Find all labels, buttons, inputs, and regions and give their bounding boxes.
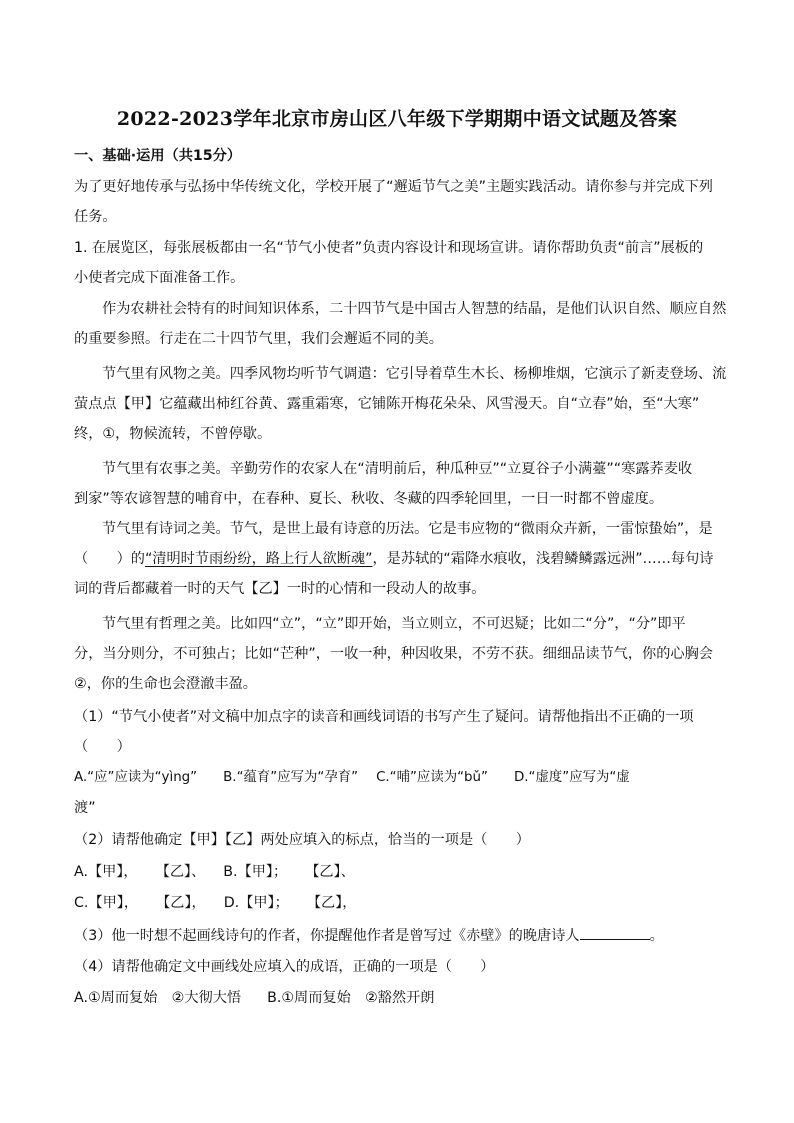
para-1-line-1: 作为农耕社会特有的时间知识体系，二十四节气是中国古人智慧的结晶，是他们认识自然、顺应自然 — [102, 301, 727, 317]
option-c: C.【甲】， — [74, 895, 139, 911]
para-4-line-2-tail: ，是苏轼的“霜降水痕收，浅碧鳞鳞露远洲”……每句诗 — [372, 551, 714, 567]
sub-question-1-paren: （ ） — [74, 739, 131, 755]
option-b: B.【甲】； — [223, 864, 288, 880]
option-b: B.①周而复始 ②豁然开朗 — [267, 990, 435, 1006]
blank-paren: （ ）的 — [74, 551, 145, 567]
para-2-line-3: 终，①，物候流转，不曾停歇。 — [74, 426, 272, 442]
section-heading: 一、基础·运用（共15分） — [74, 148, 242, 164]
para-4-line-1: 节气里有诗词之美。节气，是世上最有诗意的历法。它是韦应物的“微雨众卉新，一雷惊蛰始”，是 — [102, 521, 713, 537]
option-a: A.【甲】， — [74, 864, 138, 880]
option-d: D.“虚度”应写为“虚 — [513, 770, 630, 785]
sub-question-2-options-cd: C.【甲】， 【乙】， D.【甲】； 【乙】， — [74, 895, 357, 911]
para-5-line-3: ②，你的生命也会澄澈丰盈。 — [74, 676, 257, 692]
para-4-line-3: 词的背后都藏着一时的天气【乙】一时的心情和一段动人的故事。 — [74, 581, 486, 597]
para-3-line-2: 到家”等农谚智慧的哺育中，在春种、夏长、秋收、冬藏的四季轮回里，一日一时都不曾虚度。 — [74, 491, 664, 507]
sub-question-3: （3）他一时想不起画线诗句的作者，你提醒他作者是曾写过《赤壁》的晚唐诗人 。 — [74, 925, 664, 946]
option-a: A.“应”应读为“yìng” — [74, 770, 198, 785]
para-2-line-2: 萤点点【甲】它蕴藏出柿红谷黄、露重霜寒，它铺陈开梅花朵朵、风雪漫天。自“立春”始，至“大寒” — [74, 396, 700, 412]
para-4-line-2 — [74, 549, 713, 569]
page-title: 2022-2023学年北京市房山区八年级下学期期中语文试题及答案 — [116, 108, 678, 130]
sub-question-2: （2）请帮他确定【甲】【乙】两处应填入的标点，恰当的一项是（ ） — [74, 832, 530, 848]
answer-blank[interactable] — [580, 925, 650, 940]
option-a: A.①周而复始 ②大彻大悟 — [74, 990, 242, 1006]
option-b: B.“蕴育”应写为“孕育” — [223, 770, 359, 785]
para-5-line-1: 节气里有哲理之美。比如四“立”，“立”即开始，当立则立，不可迟疑；比如二“分”，“分”即平 — [102, 616, 686, 632]
underlined-poem-line: “清明时节雨纷纷，路上行人欲断魂” — [144, 551, 373, 567]
para-5-line-2: 分，当分则分，不可独占；比如“芒种”，一收一种，种因收果，不劳不获。细细品读节气，你的心胸会 — [74, 646, 713, 662]
sub-question-4-options — [74, 988, 434, 1008]
question-1-line-1: 1. 在展览区，每张展板都由一名“节气小使者”负责内容设计和现场宣讲。请你帮助负责“前言”展板的 — [74, 240, 704, 256]
sub-question-1-options — [74, 768, 630, 788]
option-c: C.“哺”应读为“bǔ” — [376, 770, 488, 785]
sub-question-4: （4）请帮他确定文中画线处应填入的成语，正确的一项是（ ） — [74, 959, 495, 975]
sub-question-2-options-ab: A.【甲】， 【乙】、 B.【甲】； 【乙】、 — [74, 864, 355, 880]
para-1-line-2: 的重要参照。行走在二十四节气里，我们会邂逅不同的美。 — [74, 331, 443, 347]
para-3-line-1: 节气里有农事之美。辛勤劳作的农家人在“清明前后，种瓜种豆”“立夏谷子小满薹”“寒露荞麦收 — [102, 461, 693, 477]
sub-question-1: （1）“节气小使者”对文稿中加点字的读音和画线词语的书写产生了疑问。请帮他指出不正确的一项 — [74, 709, 694, 725]
question-1-line-2: 小使者完成下面准备工作。 — [74, 270, 245, 286]
intro-line-1: 为了更好地传承与弘扬中华传统文化，学校开展了“邂逅节气之美”主题实践活动。请你参与并完成下列 — [74, 179, 713, 195]
para-2-line-1: 节气里有风物之美。四季风物均听节气调遣：它引导着草生木长、杨柳堆烟，它演示了新麦登场、流 — [102, 366, 727, 382]
intro-line-2: 任务。 — [74, 209, 117, 225]
option-d-cont: 渡” — [74, 800, 96, 816]
option-d: D.【甲】； — [223, 895, 289, 911]
